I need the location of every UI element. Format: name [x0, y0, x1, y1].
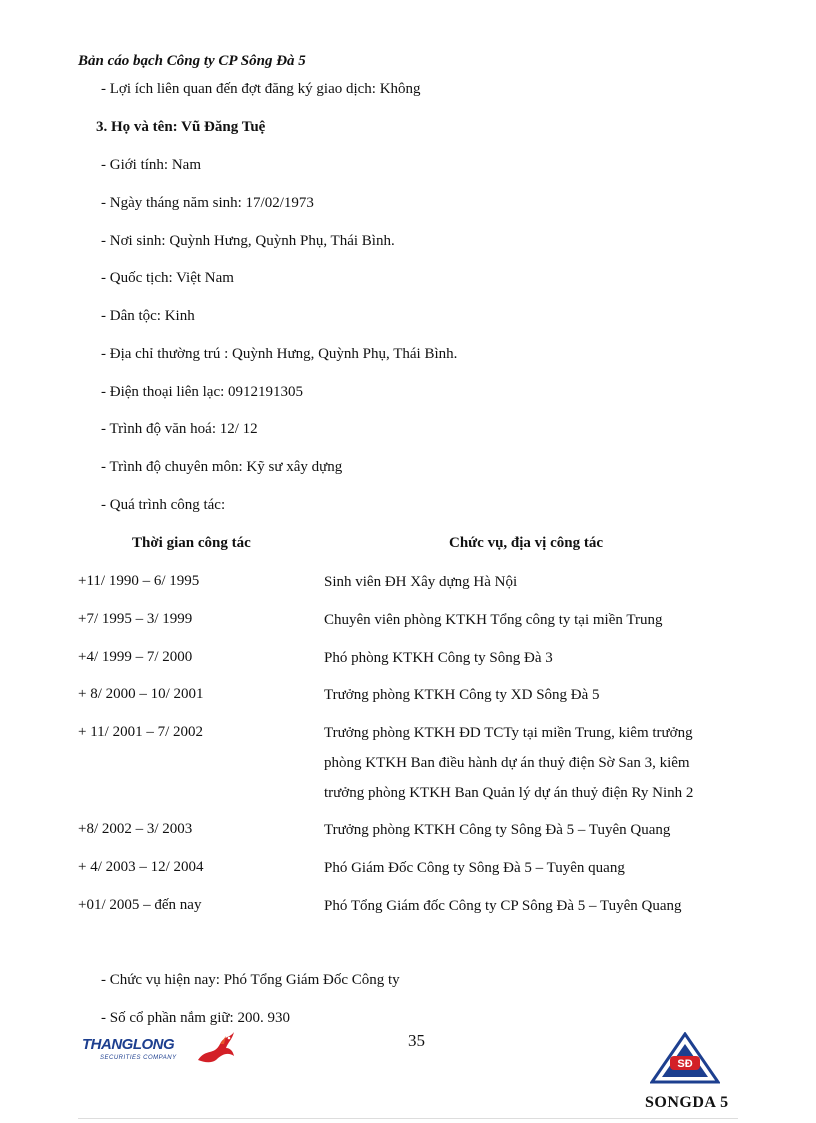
- songda-logo-text: SONGDA 5: [645, 1094, 729, 1111]
- table-row-position: Phó phòng KTKH Công ty Sông Đà 3: [324, 650, 553, 666]
- shares-held: - Số cổ phần nắm giữ: 200. 930: [101, 1010, 290, 1026]
- detail-birthplace: - Nơi sinh: Quỳnh Hưng, Quỳnh Phụ, Thái Bình.: [101, 233, 395, 249]
- detail-birthdate: - Ngày tháng năm sinh: 17/02/1973: [101, 195, 314, 211]
- songda-logo: [650, 1032, 720, 1084]
- songda-triangle-icon: [650, 1032, 720, 1084]
- detail-phone: - Điện thoại liên lạc: 0912191305: [101, 384, 304, 400]
- table-row-position: Phó Tổng Giám đốc Công ty CP Sông Đà 5 – Tuyên Quang: [324, 898, 682, 914]
- table-header-time: Thời gian công tác: [132, 535, 251, 551]
- person-heading: 3. Họ và tên: Vũ Đăng Tuệ: [96, 119, 266, 135]
- detail-career-label: - Quá trình công tác:: [101, 497, 226, 513]
- table-row-time: + 11/ 2001 – 7/ 2002: [78, 724, 203, 740]
- thanglong-logo: [78, 1030, 238, 1070]
- detail-education: - Trình độ văn hoá: 12/ 12: [101, 421, 258, 437]
- current-position: - Chức vụ hiện nay: Phó Tổng Giám Đốc Công ty: [101, 972, 400, 988]
- table-row-position: Trưởng phòng KTKH Công ty Sông Đà 5 – Tuyên Quang: [324, 822, 671, 838]
- table-row-time: +7/ 1995 – 3/ 1999: [78, 611, 193, 627]
- document-header: Bản cáo bạch Công ty CP Sông Đà 5: [78, 53, 306, 69]
- table-row-position: Trưởng phòng KTKH ĐD TCTy tại miền Trung, kiêm trưởng phòng KTKH Ban điều hành dự án thuỷ điện Sờ San 3, kiêm trưởng phòng KTKH Ban Quản lý dự án thuỷ điện Ry Ninh 2: [324, 725, 694, 801]
- songda-logo-mark: SĐ: [677, 1058, 693, 1070]
- table-row-time: +11/ 1990 – 6/ 1995: [78, 573, 200, 589]
- thanglong-logo-text: THANGLONG: [82, 1036, 175, 1053]
- detail-gender: - Giới tính: Nam: [101, 157, 202, 173]
- table-row-position: Trưởng phòng KTKH Công ty XD Sông Đà 5: [324, 687, 600, 703]
- table-row-time: +4/ 1999 – 7/ 2000: [78, 649, 193, 665]
- table-row-position: Phó Giám Đốc Công ty Sông Đà 5 – Tuyên quang: [324, 860, 625, 876]
- detail-profession: - Trình độ chuyên môn: Kỹ sư xây dựng: [101, 459, 343, 475]
- intro-line: - Lợi ích liên quan đến đợt đăng ký giao dịch: Không: [101, 81, 421, 97]
- table-row-position: Chuyên viên phòng KTKH Tổng công ty tại miền Trung: [324, 612, 663, 628]
- table-row-time: + 4/ 2003 – 12/ 2004: [78, 859, 204, 875]
- detail-ethnicity: - Dân tộc: Kinh: [101, 308, 195, 324]
- table-row-time: + 8/ 2000 – 10/ 2001: [78, 686, 204, 702]
- table-row-position: Sinh viên ĐH Xây dựng Hà Nội: [324, 574, 518, 590]
- page-number: 35: [408, 1031, 425, 1050]
- detail-address: - Địa chỉ thường trú : Quỳnh Hưng, Quỳnh Phụ, Thái Bình.: [101, 346, 458, 362]
- footer-divider: [78, 1118, 738, 1119]
- table-row-time: +8/ 2002 – 3/ 2003: [78, 821, 193, 837]
- dragon-icon: [196, 1030, 236, 1064]
- detail-nationality: - Quốc tịch: Việt Nam: [101, 270, 234, 286]
- thanglong-logo-subtext: SECURITIES COMPANY: [100, 1055, 177, 1061]
- table-row-time: +01/ 2005 – đến nay: [78, 897, 202, 913]
- table-header-position: Chức vụ, địa vị công tác: [449, 535, 604, 551]
